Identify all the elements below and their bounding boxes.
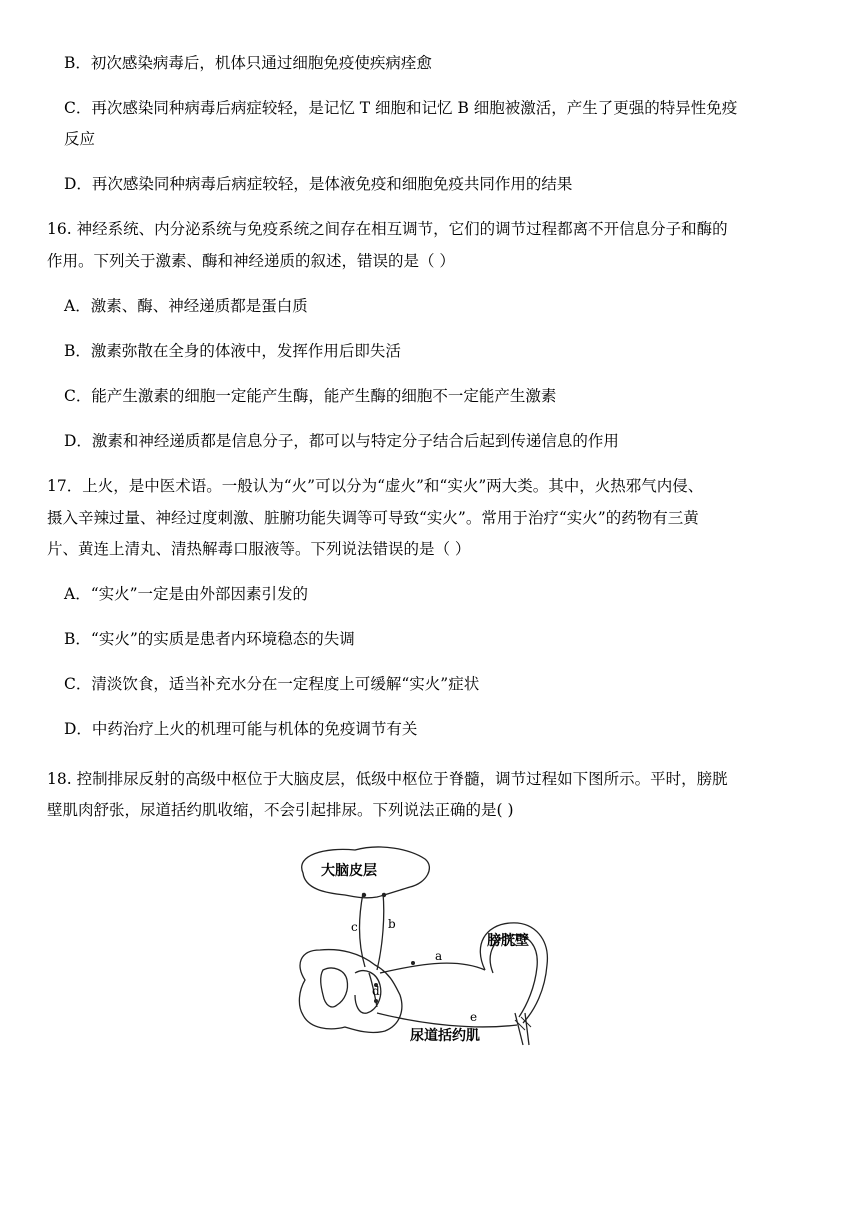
- nerve-fiber-b: [377, 893, 384, 970]
- q17-stem-line2: 摄入辛辣过量、神经过度刺激、脏腑功能失调等可导致“实火”。常用于治疗“实火”的药物有三黄: [47, 509, 699, 527]
- label-c: c: [351, 920, 358, 934]
- q15-option-c-line1: C．再次感染同种病毒后病症较轻，是记忆 T 细胞和记忆 B 细胞被激活，产生了更强的特异性免疫: [64, 99, 738, 117]
- q17-stem-line3: 片、黄连上清丸、清热解毒口服液等。下列说法错误的是（ ）: [47, 540, 471, 558]
- q16-stem-line2: 作用。下列关于激素、酶和神经递质的叙述，错误的是（ ）: [47, 252, 455, 270]
- q18-stem-line2: 壁肌肉舒张，尿道括约肌收缩，不会引起排尿。下列说法正确的是( ): [47, 801, 514, 819]
- q16-option-d: D．激素和神经递质都是信息分子，都可以与特定分子结合后起到传递信息的作用: [64, 432, 619, 450]
- q17-option-c: C．清淡饮食，适当补充水分在一定程度上可缓解“实火”症状: [64, 675, 480, 693]
- q15-option-d: D．再次感染同种病毒后病症较轻，是体液免疫和细胞免疫共同作用的结果: [64, 175, 573, 193]
- micturition-reflex-diagram: [285, 845, 555, 1050]
- label-a: a: [435, 949, 443, 963]
- label-cerebral-cortex: 大脑皮层: [321, 863, 377, 879]
- label-d: d: [372, 984, 380, 998]
- q18-stem-line1: 18. 控制排尿反射的高级中枢位于大脑皮层，低级中枢位于脊髓，调节过程如下图所示。平时，膀胱: [47, 770, 728, 788]
- q17-stem-line1: 17．上火，是中医术语。一般认为“火”可以分为“虚火”和“实火”两大类。其中，火热邪气内侵、: [47, 477, 704, 495]
- label-b: b: [388, 917, 396, 931]
- q15-option-b: B．初次感染病毒后，机体只通过细胞免疫使疾病痊愈: [64, 54, 432, 72]
- label-urethral-sphincter: 尿道括约肌: [410, 1028, 480, 1044]
- q17-option-b: B．“实火”的实质是患者内环境稳态的失调: [64, 630, 355, 648]
- q16-option-b: B．激素弥散在全身的体液中，发挥作用后即失活: [64, 342, 401, 360]
- gray-matter-shape: [321, 968, 348, 1007]
- q16-option-a: A．激素、酶、神经递质都是蛋白质: [64, 297, 308, 315]
- spinal-cord-shape: [299, 950, 401, 1033]
- q17-option-d: D．中药治疗上火的机理可能与机体的免疫调节有关: [64, 720, 418, 738]
- nerve-fiber-a: [380, 963, 485, 973]
- q15-option-c-line2: 反应: [64, 130, 96, 148]
- label-e: e: [470, 1010, 478, 1024]
- label-bladder-wall: 膀胱壁: [487, 933, 529, 949]
- q16-stem-line1: 16. 神经系统、内分泌系统与免疫系统之间存在相互调节，它们的调节过程都离不开信息分子和酶的: [47, 220, 728, 238]
- q16-option-c: C．能产生激素的细胞一定能产生酶，能产生酶的细胞不一定能产生激素: [64, 387, 557, 405]
- q17-option-a: A．“实火”一定是由外部因素引发的: [64, 585, 309, 603]
